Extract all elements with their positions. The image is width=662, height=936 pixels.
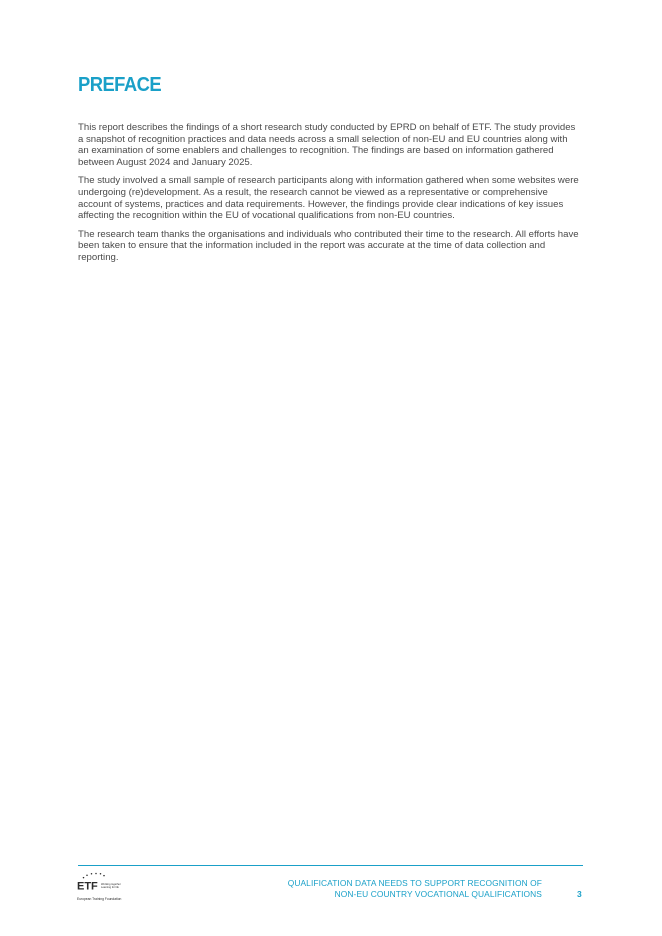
footer-title-line1: QUALIFICATION DATA NEEDS TO SUPPORT RECOGNITION OF (287, 878, 542, 888)
body-text (78, 122, 580, 271)
etf-logo-icon (76, 872, 136, 904)
logo-acronym: ETF (77, 880, 98, 893)
footer-divider (78, 865, 583, 866)
footer-title-line2: NON-EU COUNTRY VOCATIONAL QUALIFICATIONS (334, 889, 542, 899)
logo-tagline-line2: Learning for life (101, 886, 119, 890)
page-number: 3 (577, 889, 582, 899)
logo-tagline-line1: Working together (101, 883, 121, 886)
page-heading: PREFACE (78, 74, 162, 96)
paragraph-limitations: The study involved a small sample of research participants along with information gathered when some websites were undergoing (re)development. As a result, the research cannot be viewed as a representative or comprehensive account of systems, practices and data requirements. However, the findings provide clear indications of key issues affecting the recognition within the EU of vocational qualifications from non-EU countries. (78, 175, 579, 222)
logo-organisation: European Training Foundation (77, 897, 122, 901)
paragraph-acknowledgements: The research team thanks the organisations and individuals who contributed their time to the research. All efforts have been taken to ensure that the information included in the report was accurate at the time of data collection and reporting. (78, 228, 579, 263)
footer-document-title (288, 878, 542, 900)
paragraph-intro: This report describes the findings of a short research study conducted by EPRD on behalf of ETF. The study provides a snapshot of recognition practices and data needs across a small selection of non-EU and EU countries along with an examination of some enablers and challenges to recognition. The findings are based on information gathered between August 2024 and January 2025. (78, 122, 576, 168)
